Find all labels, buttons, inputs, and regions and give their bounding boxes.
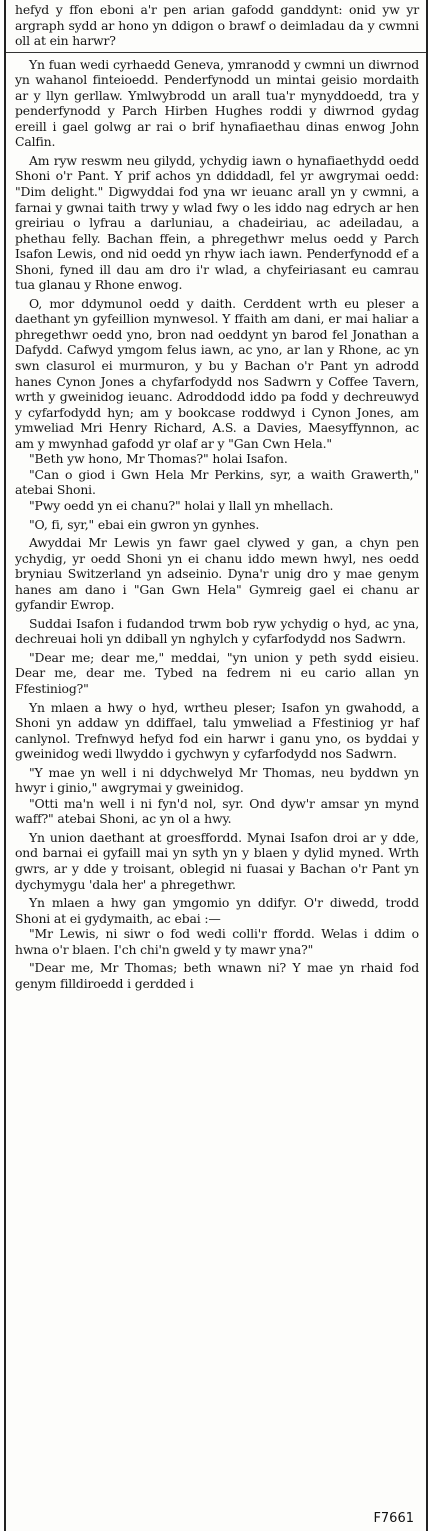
paragraph-10: Suddai Isafon i fudandod trwm bob ryw ychydig o hyd, ac yna, dechreuai holi yn ddiball yn nghylch y cyfarfodydd nos Sadwrn. xyxy=(15,615,419,647)
paragraph-13: "Y mae yn well i ni ddychwelyd Mr Thomas, neu byddwn yn hwyr i ginio," awgrymai y gweinidog. xyxy=(15,764,419,796)
paragraph-8: "O, fi, syr," ebai ein gwron yn gynhes. xyxy=(29,516,260,532)
paragraph-2: Yn fuan wedi cyrhaedd Geneva, ymranodd y cwmni un diwrnod yn wahanol finteioedd. Penderfynodd un mintai geisio mordaith ar y llyn gerllaw. Ymlwybrodd un arall tua'r mynyddoedd, tra y penderfynodd y Parch Hirben Hughes roddi y diwrnod gydag ereill i gael golwg ar rai o brif hynafiaethau dinas enwog John Calfin. xyxy=(15,56,419,150)
reference-number: F7661 xyxy=(373,1511,414,1526)
paragraph-15: Yn union daethant at groesffordd. Mynai Isafon droi ar y dde, ond barnai ei gyfaill mai yn syth yn y blaen y dylid myned. Wrth gwrs, ar y dde y troisant, oblegid ni fuasai y Bachan o'r Pant yn dychymygu 'dala her' a phregethwr. xyxy=(15,829,419,892)
paragraph-7: "Pwy oedd yn ei chanu?" holai y llall yn mhellach. xyxy=(29,497,334,513)
paragraph-6: "Can o giod i Gwn Hela Mr Perkins, syr, a waith Grawerth," atebai Shoni. xyxy=(15,466,419,498)
newspaper-column xyxy=(4,0,428,1531)
paragraph-1: hefyd y ffon eboni a'r pen arian gafodd ganddynt: onid yw yr argraph sydd ar hono yn ddigon o brawf o deimladau da y cwmni oll at ein harwr? xyxy=(15,2,419,49)
paragraph-17: "Mr Lewis, ni siwr o fod wedi colli'r ffordd. Welas i ddim o hwna o'r blaen. I'ch chi'n gweld y ty mawr yna?" xyxy=(15,926,419,957)
column-text xyxy=(15,2,419,991)
paragraph-14: "Otti ma'n well i ni fyn'd nol, syr. Ond dyw'r amsar yn mynd waff?" atebai Shoni, ac yn ol a hwy. xyxy=(15,795,419,827)
column-rule xyxy=(6,52,428,53)
paragraph-5: "Beth yw hono, Mr Thomas?" holai Isafon. xyxy=(29,451,288,467)
paragraph-16: Yn mlaen a hwy gan ymgomio yn ddifyr. O'r diwedd, trodd Shoni at ei gydymaith, ac ebai :— xyxy=(15,895,419,926)
paragraph-9: Awyddai Mr Lewis yn fawr gael clywed y gan, a chyn pen ychydig, yr oedd Shoni yn ei chanu iddo mewn hwyl, nes oedd bryniau Switzerland yn adseinio. Dyna'r unig dro y mae genym hanes am dano i "Gan Gwn Hela" Gymreig gael ei chanu ar gyfandir Ewrop. xyxy=(15,535,419,613)
paragraph-3: Am ryw reswm neu gilydd, ychydig iawn o hynafiaethydd oedd Shoni o'r Pant. Y prif achos yn ddiddadl, fel yr awgrymai oedd: "Dim delight." Digwyddai fod yna wr ieuanc arall yn y cwmni, a farnai y gwnai taith trwy y wlad fwy o les iddo nag edrych ar hen greiriau o lyfrau a darluniau, a chadeiriau, ac adeiladau, a phethau felly. Bachan ffein, a phregethwr melus oedd y Parch Isafon Lewis, ond nid oedd yn rhyw iach iawn. Penderfynodd ef a Shoni, fyned ill dau am dro i'r wlad, a chyfeiriasant eu camrau tua glanau y Rhone enwog. xyxy=(15,152,419,293)
paragraph-12: Yn mlaen a hwy o hyd, wrtheu pleser; Isafon yn gwahodd, a Shoni yn addaw yn ddiffael, talu ymweliad a Ffestiniog yr haf canlynol. Trefnwyd hefyd fod ein harwr i ganu yno, os byddai y gweinidog wedi llwyddo i gychwyn y cyfarfodydd nos Sadwrn. xyxy=(15,699,419,762)
paragraph-18: "Dear me, Mr Thomas; beth wnawn ni? Y mae yn rhaid fod genym filldiroedd i gerdded i xyxy=(15,960,419,991)
paragraph-4: O, mor ddymunol oedd y daith. Cerddent wrth eu pleser a daethant yn gyfeillion mynwesol. Y ffaith am dani, er mai haliar a phregethwr oedd yno, bron nad oeddynt yn barod fel Jonathan a Dafydd. Cafwyd ymgom felus iawn, ac yno, ar lan y Rhone, ac yn swn clasurol ei murmuron, y bu y Bachan o'r Pant yn adrodd hanes Cynon Jones a chyfarfodydd nos Sadwrn y Coffee Tavern, wrth y gweinidog ieuanc. Adroddodd iddo pa fodd y dechreuwyd y cyfarfodydd hyn; am y bookcase roddwyd i Cynon Jones, am ymweliad Mri Henry Richard, A.S. a Davies, Maesyffynnon, ac am y mwynhad gafodd yr olaf ar y "Gan Cwn Hela." xyxy=(15,295,419,451)
paragraph-11: "Dear me; dear me," meddai, "yn union y peth sydd eisieu. Dear me, dear me. Tybed na fedrem ni eu cario allan yn Ffestiniog?" xyxy=(15,649,419,696)
